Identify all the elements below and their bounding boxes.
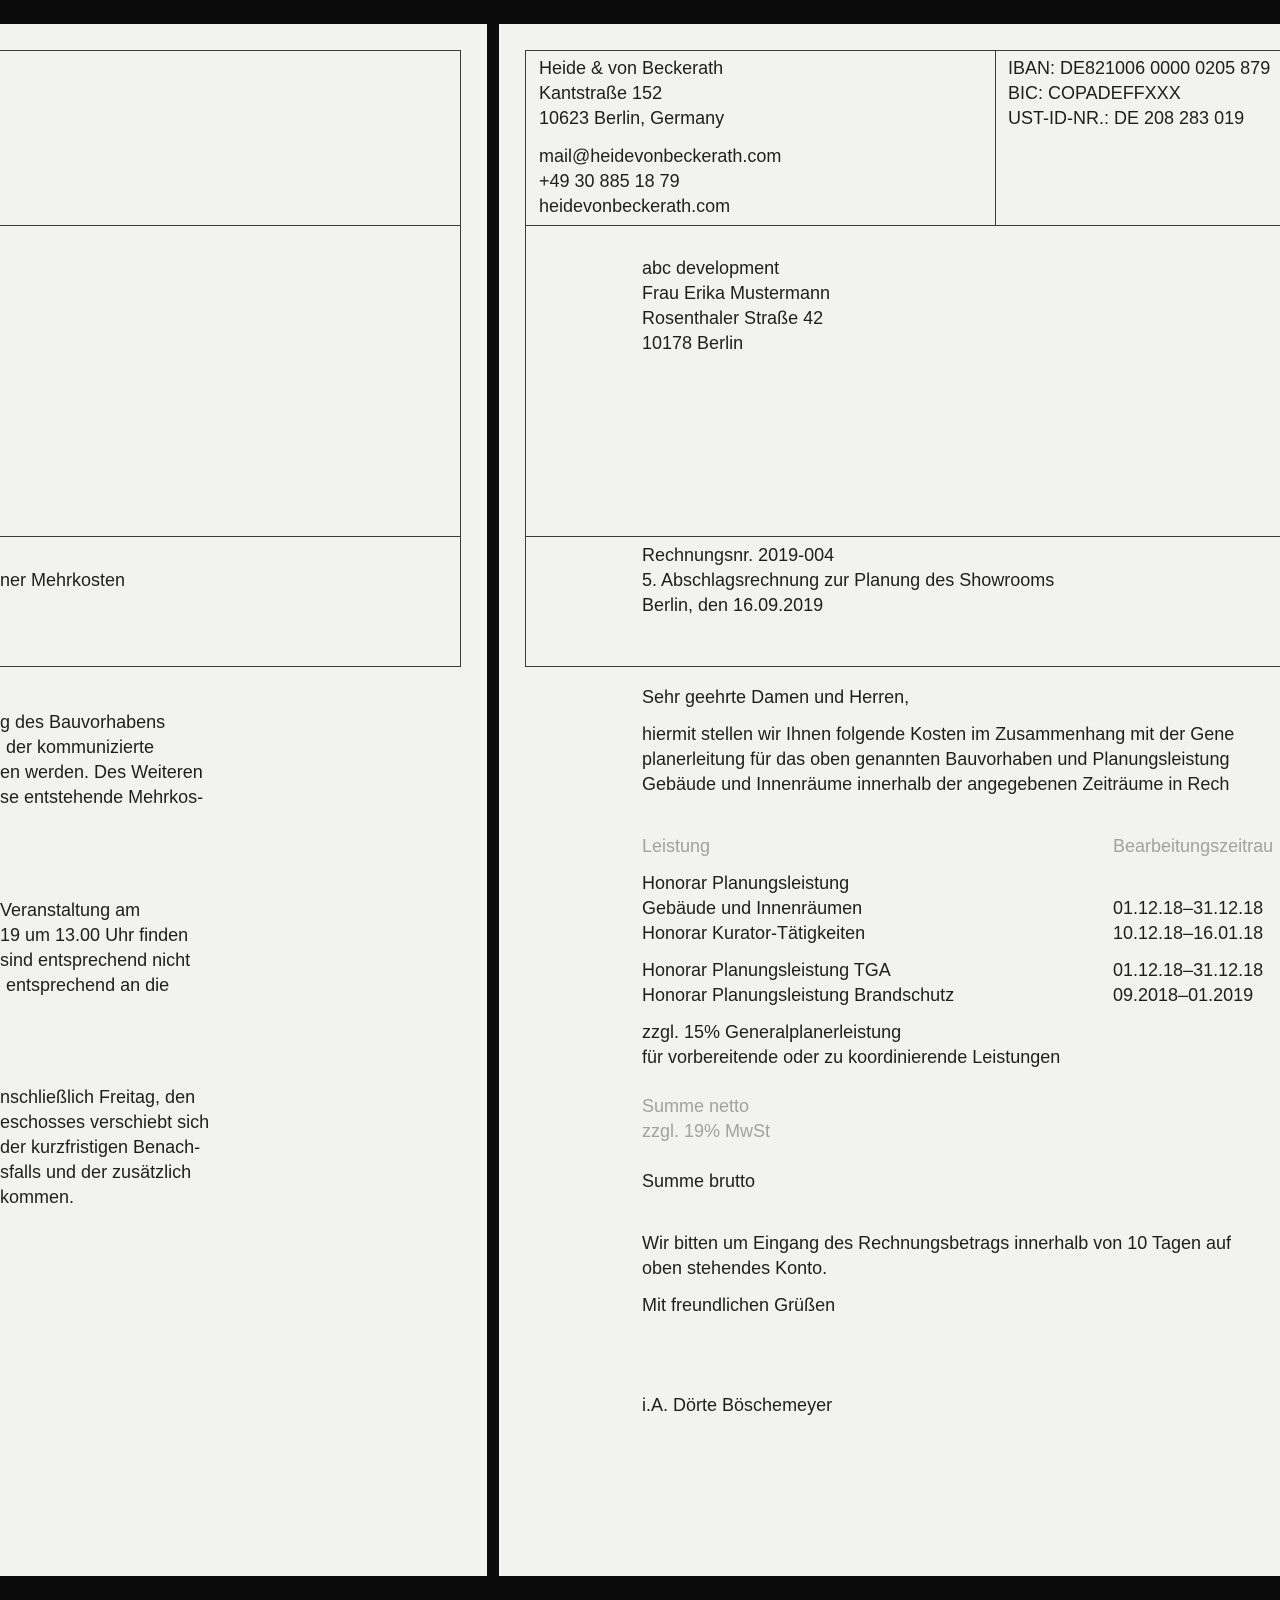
iban: IBAN: DE821006 0000 0205 879 [1008,58,1271,78]
letterhead-column-divider [995,50,996,226]
service-period: 01.12.18–31.12.18 [1113,960,1264,980]
vat-id: UST-ID-NR.: DE 208 283 019 [1008,108,1245,128]
surcharge-desc: für vorbereitende oder zu koordinierende Leistungen [642,1047,1061,1067]
sender-website: heidevonbeckerath.com [539,196,731,216]
recipient-street: Rosenthaler Straße 42 [642,308,824,328]
recipient-company: abc development [642,258,780,278]
sender-contact [539,144,781,219]
recipient-person: Frau Erika Mustermann [642,283,831,303]
frame-divider-subject [525,536,1280,537]
service-period: 01.12.18–31.12.18 [1113,898,1264,918]
text-line: Gebäude und Innenräume innerhalb der angegebenen Zeiträume in Rech [642,774,1230,794]
frame-divider-subject [0,536,461,537]
closing: Mit freundlichen Grüßen [642,1295,836,1315]
bic: BIC: COPADEFFXXX [1008,83,1181,103]
text-line: hiermit stellen wir Ihnen folgende Kosten im Zusammenhang mit der Gene [642,724,1235,744]
bank-details [1008,56,1270,131]
intro-paragraph [642,722,1234,797]
text-line: g des Bauvorhabens [0,712,166,732]
invoice-number: Rechnungsnr. 2019-004 [642,545,835,565]
sender-address [539,56,724,131]
frame-divider-address [525,225,1280,226]
sender-phone: +49 30 885 18 79 [539,171,680,191]
text-line: Veranstaltung am [0,900,141,920]
invoice-subject: 5. Abschlagsrechnung zur Planung des Showrooms [642,570,1055,590]
sender-email: mail@heidevonbeckerath.com [539,146,782,166]
recipient-address [642,256,830,356]
text-line: eschosses verschiebt sich [0,1112,210,1132]
recipient-city: 10178 Berlin [642,333,744,353]
sender-city: 10623 Berlin, Germany [539,108,725,128]
frame-divider-address [0,225,461,226]
text-line: sind entsprechend nicht [0,950,191,970]
totals-net [642,1094,770,1144]
service-name: Honorar Planungsleistung Brandschutz [642,985,955,1005]
text-line: nschließlich Freitag, den [0,1087,196,1107]
body-paragraph-3 [0,1085,209,1210]
service-name: Honorar Kurator-Tätigkeiten [642,923,866,943]
surcharge-label: zzgl. 15% Generalplanerleistung [642,1022,902,1042]
sender-name: Heide & von Beckerath [539,58,724,78]
invoice-meta [642,543,1054,618]
text-line: entsprechend an die [6,975,170,995]
text-line: en werden. Des Weiteren [0,762,203,782]
signature-name: i.A. Dörte Böschemeyer [642,1395,833,1415]
payment-note [642,1231,1231,1281]
service-name: Honorar Planungsleistung TGA [642,960,891,980]
subject-fragment: ner Mehrkosten [0,570,126,590]
invoice-page [499,24,1280,1576]
gross-total-label: Summe brutto [642,1171,756,1191]
body-paragraph-2 [0,898,190,998]
service-period: 10.12.18–16.01.18 [1113,923,1264,943]
sender-street: Kantstraße 152 [539,83,663,103]
service-name: Honorar Planungsleistung [642,873,850,893]
body-paragraph-1 [0,710,203,810]
text-line: planerleitung für das oben genannten Bauvorhaben und Planungsleistung [642,749,1230,769]
net-total-label: Summe netto [642,1096,750,1116]
column-header-service: Leistung [642,836,711,856]
letter-page-left [0,24,487,1576]
text-line: sfalls und der zusätzlich [0,1162,192,1182]
service-name-cont: Gebäude und Innenräumen [642,898,863,918]
text-line: der kurzfristigen Benach- [0,1137,201,1157]
surcharge-row [642,1020,1060,1070]
text-line: oben stehendes Konto. [642,1258,828,1278]
text-line: der kommunizierte [6,737,155,757]
table-row [642,871,862,921]
text-line: 19 um 13.00 Uhr finden [0,925,189,945]
column-header-period: Bearbeitungszeitrau [1113,836,1274,856]
service-period: 09.2018–01.2019 [1113,985,1254,1005]
text-line: kommen. [0,1187,75,1207]
invoice-place-date: Berlin, den 16.09.2019 [642,595,824,615]
vat-label: zzgl. 19% MwSt [642,1121,771,1141]
text-line: Wir bitten um Eingang des Rechnungsbetrags innerhalb von 10 Tagen auf [642,1233,1232,1253]
text-line: se entstehende Mehrkos- [0,787,204,807]
salutation: Sehr geehrte Damen und Herren, [642,687,910,707]
